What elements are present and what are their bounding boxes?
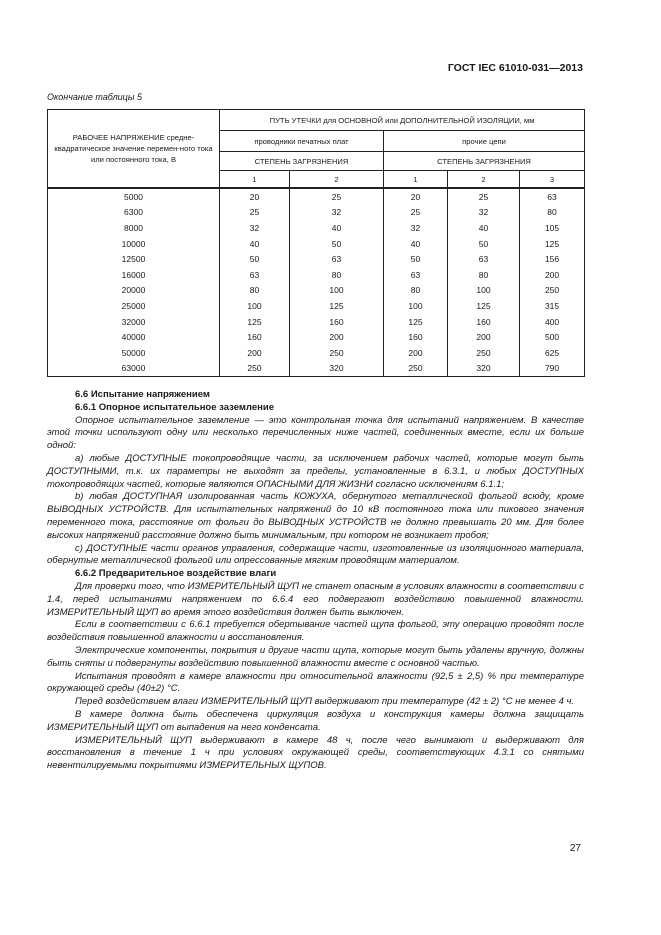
- creepage-cell: 63: [220, 267, 290, 283]
- subsection-heading: 6.6.1 Опорное испытательное заземление: [75, 401, 274, 413]
- voltage-cell: 50000: [48, 345, 220, 361]
- table-row: [48, 283, 585, 299]
- voltage-cell: 63000: [48, 361, 220, 377]
- creepage-cell: 156: [520, 251, 585, 267]
- table-row: [48, 361, 585, 377]
- paragraph: В камере должна быть обеспечена циркуляция воздуха и конструкция камеры должна защищать ИЗМЕРИТЕЛЬНЫЙ ЩУП от выпадения на него конденсата.: [47, 708, 584, 733]
- creepage-cell: 790: [520, 361, 585, 377]
- table-row: [48, 345, 585, 361]
- section-heading: 6.6 Испытание напряжением: [75, 389, 210, 400]
- creepage-cell: 320: [290, 361, 384, 377]
- creepage-cell: 80: [448, 267, 520, 283]
- voltage-cell: 8000: [48, 220, 220, 236]
- creepage-cell: 125: [448, 298, 520, 314]
- creepage-cell: 50: [220, 251, 290, 267]
- creepage-cell: 32: [384, 220, 448, 236]
- table-row: [48, 220, 585, 236]
- voltage-cell: 25000: [48, 298, 220, 314]
- pcb-group-header: проводники печатных плат: [220, 131, 384, 152]
- creepage-table: [47, 109, 585, 377]
- creepage-cell: 32: [448, 205, 520, 221]
- creepage-cell: 63: [448, 251, 520, 267]
- creepage-cell: 20: [220, 188, 290, 205]
- creepage-cell: 50: [384, 251, 448, 267]
- paragraph: Опорное испытательное заземление — это контрольная точка для испытаний напряжением. В качестве этой точки используют одну или несколько перечисленных ниже частей, соединенных вместе, если их больше одной:: [47, 414, 584, 452]
- creepage-cell: 32: [220, 220, 290, 236]
- voltage-cell: 40000: [48, 329, 220, 345]
- voltage-cell: 16000: [48, 267, 220, 283]
- degree-cell: 2: [290, 171, 384, 189]
- creepage-cell: 20: [384, 188, 448, 205]
- paragraph: Испытания проводят в камере влажности при относительной влажности (92,5 ± 2,5) % при температуре окружающей среды (40±2) °С.: [47, 670, 584, 695]
- creepage-cell: 125: [220, 314, 290, 330]
- creepage-cell: 63: [384, 267, 448, 283]
- degree-cell: 1: [220, 171, 290, 189]
- table-row: [48, 188, 585, 205]
- creepage-cell: 500: [520, 329, 585, 345]
- page-number: 27: [569, 843, 581, 854]
- voltage-cell: 32000: [48, 314, 220, 330]
- creepage-cell: 250: [290, 345, 384, 361]
- creepage-cell: 315: [520, 298, 585, 314]
- creepage-cell: 40: [220, 236, 290, 252]
- creepage-cell: 100: [448, 283, 520, 299]
- table-row: [48, 236, 585, 252]
- creepage-cell: 80: [220, 283, 290, 299]
- creepage-cell: 80: [384, 283, 448, 299]
- creepage-cell: 40: [290, 220, 384, 236]
- creepage-cell: 400: [520, 314, 585, 330]
- table-row: [48, 205, 585, 221]
- creepage-cell: 200: [220, 345, 290, 361]
- paragraph: Перед воздействием влаги ИЗМЕРИТЕЛЬНЫЙ ЩУП выдерживают при температуре (42 ± 2) °С не менее 4 ч.: [75, 696, 575, 708]
- creepage-cell: 125: [290, 298, 384, 314]
- voltage-header: РАБОЧЕЕ НАПРЯЖЕНИЕ средне-квадратическое значение перемен-ного тока или постоянного тока, В: [48, 110, 220, 189]
- creepage-cell: 125: [520, 236, 585, 252]
- creepage-cell: 63: [520, 188, 585, 205]
- creepage-cell: 50: [290, 236, 384, 252]
- creepage-cell: 40: [384, 236, 448, 252]
- voltage-cell: 12500: [48, 251, 220, 267]
- creepage-cell: 125: [384, 314, 448, 330]
- creepage-cell: 200: [384, 345, 448, 361]
- creepage-cell: 160: [220, 329, 290, 345]
- table-row: [48, 314, 585, 330]
- table-row: [48, 298, 585, 314]
- creepage-cell: 250: [448, 345, 520, 361]
- creepage-cell: 100: [220, 298, 290, 314]
- table-body: [48, 188, 585, 377]
- pollution-degree-header: СТЕПЕНЬ ЗАГРЯЗНЕНИЯ: [384, 152, 585, 171]
- creepage-cell: 32: [290, 205, 384, 221]
- paragraph: ИЗМЕРИТЕЛЬНЫЙ ЩУП выдерживают в камере 48 ч, после чего вынимают и выдерживают для восстановления в течение 1 ч при условиях окружающей среды, соответствующих 4.3.1 со снятыми невентилируемыми покрытиями ИЗМЕРИТЕЛЬНЫХ ЩУПОВ.: [47, 734, 584, 772]
- creepage-cell: 160: [448, 314, 520, 330]
- standard-designation: ГОСТ IEC 61010-031—2013: [447, 62, 583, 74]
- degree-cell: 3: [520, 171, 585, 189]
- creepage-cell: 80: [520, 205, 585, 221]
- table-row: [48, 329, 585, 345]
- list-item: b) любая ДОСТУПНАЯ изолированная часть КОЖУХА, обернутого металлической фольгой всюду, кроме ВЫВОДНЫХ УСТРОЙСТВ. Для испытательных напряжений до 10 кВ постоянного тока или пикового значения переменного тока, расстояние от фольги до ВЫВОДНЫХ УСТРОЙСТВ не должно превышать 20 мм. Для более высоких напряжений расстояние должно быть минимальным, при котором не возникает пробоя;: [47, 491, 584, 541]
- creepage-cell: 100: [384, 298, 448, 314]
- paragraph: Электрические компоненты, покрытия и другие части щупа, которые могут быть удалены вручную, должны быть сняты и подвергнуты воздействию повышенной влажности вместе с основной частью.: [47, 644, 584, 669]
- voltage-cell: 5000: [48, 188, 220, 205]
- creepage-cell: 25: [384, 205, 448, 221]
- table-caption: Окончание таблицы 5: [47, 92, 142, 102]
- creepage-cell: 40: [448, 220, 520, 236]
- creepage-cell: 200: [520, 267, 585, 283]
- creepage-cell: 50: [448, 236, 520, 252]
- creepage-cell: 25: [220, 205, 290, 221]
- pollution-degree-header: СТЕПЕНЬ ЗАГРЯЗНЕНИЯ: [220, 152, 384, 171]
- creepage-cell: 625: [520, 345, 585, 361]
- creepage-cell: 200: [290, 329, 384, 345]
- creepage-header: ПУТЬ УТЕЧКИ для ОСНОВНОЙ или ДОПОЛНИТЕЛЬНОЙ ИЗОЛЯЦИИ, мм: [220, 110, 585, 131]
- creepage-cell: 250: [520, 283, 585, 299]
- degree-cell: 1: [384, 171, 448, 189]
- table-row: [48, 251, 585, 267]
- creepage-cell: 100: [290, 283, 384, 299]
- other-circuits-header: прочие цепи: [384, 131, 585, 152]
- creepage-cell: 25: [290, 188, 384, 205]
- creepage-cell: 160: [290, 314, 384, 330]
- voltage-cell: 20000: [48, 283, 220, 299]
- degree-cell: 2: [448, 171, 520, 189]
- document-body: [47, 389, 584, 773]
- creepage-cell: 250: [384, 361, 448, 377]
- creepage-cell: 200: [448, 329, 520, 345]
- subsection-heading: 6.6.2 Предварительное воздействие влаги: [75, 568, 277, 580]
- voltage-cell: 10000: [48, 236, 220, 252]
- paragraph: Если в соответствии с 6.6.1 требуется обертывание частей щупа фольгой, эту операцию проводят после воздействия повышенной влажности и восстановления.: [47, 619, 584, 644]
- creepage-cell: 80: [290, 267, 384, 283]
- creepage-cell: 105: [520, 220, 585, 236]
- creepage-cell: 63: [290, 251, 384, 267]
- paragraph: Для проверки того, что ИЗМЕРИТЕЛЬНЫЙ ЩУП не станет опасным в условиях влажности в соответствии с 1.4, перед испытаниями напряжением по 6.6.4 его подвергают воздействию повышенной влажности. ИЗМЕРИТЕЛЬНЫЙ ЩУП во время этого воздействия должен быть выключен.: [47, 580, 584, 618]
- creepage-cell: 25: [448, 188, 520, 205]
- list-item: а) любые ДОСТУПНЫЕ токопроводящие части, за исключением рабочих частей, которые могут быть ДОСТУПНЫМИ, т.к. их параметры не выходят за пределы, установленные в 6.3.1, и любых ДОСТУПНЫХ токопроводящих частей, которые являются ОПАСНЫМИ ДЛЯ ЖИЗНИ согласно исключениям 6.1.1;: [47, 452, 584, 490]
- creepage-cell: 320: [448, 361, 520, 377]
- creepage-cell: 160: [384, 329, 448, 345]
- list-item: с) ДОСТУПНЫЕ части органов управления, содержащие части, изготовленные из изоляционного материала, обернутые металлической фольгой или опрессованные мягким проводящим материалом.: [47, 542, 584, 567]
- table-row: [48, 267, 585, 283]
- creepage-cell: 250: [220, 361, 290, 377]
- voltage-cell: 6300: [48, 205, 220, 221]
